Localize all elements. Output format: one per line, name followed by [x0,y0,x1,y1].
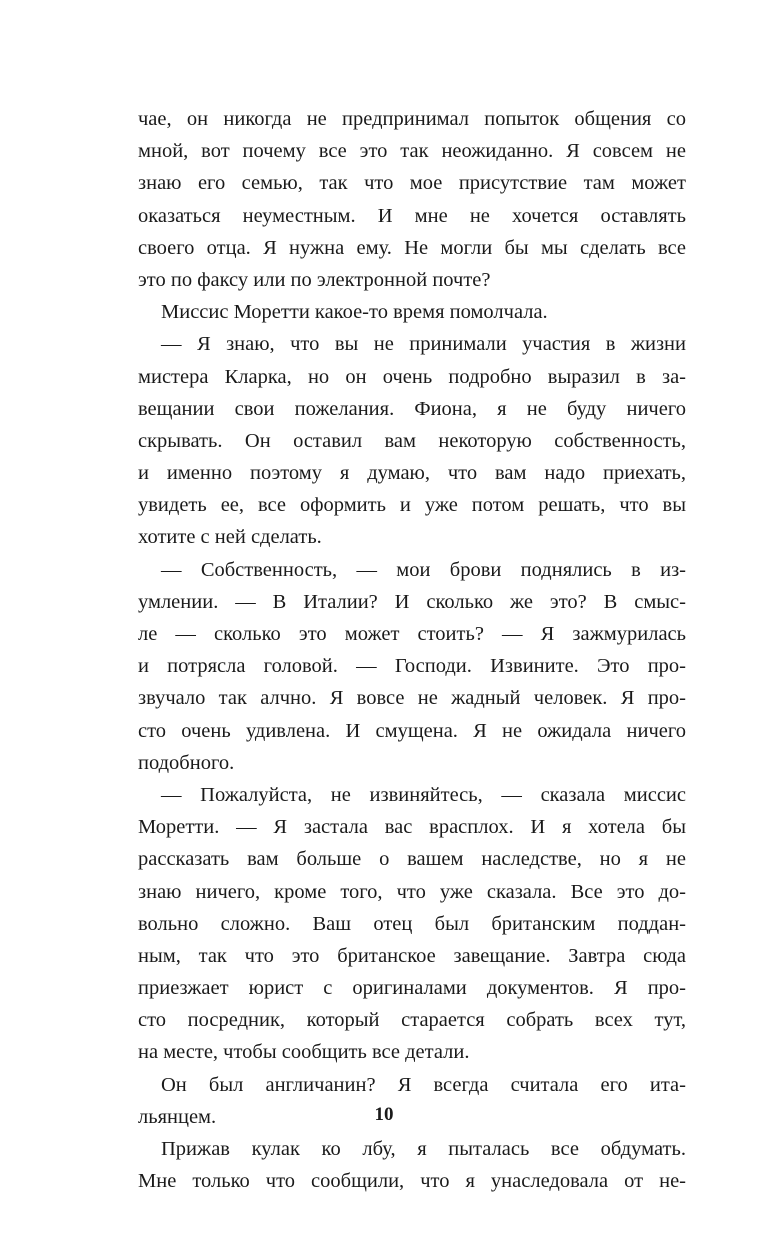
text-line: умлении. — В Италии? И сколько же это? В смыс- [138,590,686,613]
text-line: мной, вот почему все это так неожиданно. Я совсем не [138,140,686,163]
paragraph [138,1133,686,1197]
text-line: и потрясла головой. — Господи. Извините. Это про- [138,655,686,678]
text-line: оказаться неуместным. И мне не хочется оставлять [138,204,686,227]
text-line: Миссис Моретти какое-то время помолчала. [161,301,548,324]
page-body [138,103,686,1197]
text-line: Прижав кулак ко лбу, я пыталась все обдумать. [161,1138,686,1160]
text-line: сто очень удивлена. И смущена. Я не ожидала ничего [138,719,686,742]
text-line: подобного. [138,751,235,774]
text-line: ным, так что это британское завещание. Завтра сюда [138,944,686,967]
text-line: мистера Кларка, но он очень подробно выразил в за- [138,365,686,388]
text-line: увидеть ее, все оформить и уже потом решать, что вы [138,494,686,517]
paragraph [138,296,686,328]
text-line: вольно сложно. Ваш отец был британским поддан- [138,912,686,935]
paragraph [138,328,686,553]
text-line: Он был англичанин? Я всегда считала его ита- [161,1073,686,1096]
text-line: своего отца. Я нужна ему. Не могли бы мы сделать все [138,236,686,259]
text-line: — Собственность, — мои брови поднялись в из- [161,558,686,581]
text-line: знаю его семью, так что мое присутствие там может [138,172,686,195]
text-line: ле — сколько это может стоить? — Я зажмурилась [138,623,686,645]
text-line: вещании свои пожелания. Фиона, я не буду ничего [138,397,686,420]
page-number: 10 [374,1104,394,1125]
text-line: скрывать. Он оставил вам некоторую собственность, [138,429,686,452]
text-line: — Пожалуйста, не извиняйтесь, — сказала миссис [161,783,686,806]
text-line: это по факсу или по электронной почте? [138,268,491,291]
text-line: Моретти. — Я застала вас врасплох. И я хотела бы [138,816,686,839]
paragraph [138,554,686,779]
text-line: хотите с ней сделать. [138,526,322,549]
text-line: рассказать вам больше о вашем наследстве, но я не [138,848,686,871]
text-line: знаю ничего, кроме того, что уже сказала. Все это до- [138,880,686,903]
text-line: — Я знаю, что вы не принимали участия в жизни [161,333,686,356]
text-line: и именно поэтому я думаю, что вам надо приехать, [138,462,686,485]
paragraph [138,779,686,1069]
text-line: сто посредник, который старается собрать всех тут, [138,1009,686,1032]
paragraph [138,103,686,296]
text-line: льянцем. [138,1105,217,1128]
text-line: на месте, чтобы сообщить все детали. [138,1041,470,1064]
text-line: приезжает юрист с оригиналами документов. Я про- [138,977,686,1000]
text-line: звучало так алчно. Я вовсе не жадный человек. Я про- [138,687,686,710]
text-line: Мне только что сообщили, что я унаследовала от не- [138,1170,686,1193]
text-line: чае, он никогда не предпринимал попыток общения со [138,108,686,130]
